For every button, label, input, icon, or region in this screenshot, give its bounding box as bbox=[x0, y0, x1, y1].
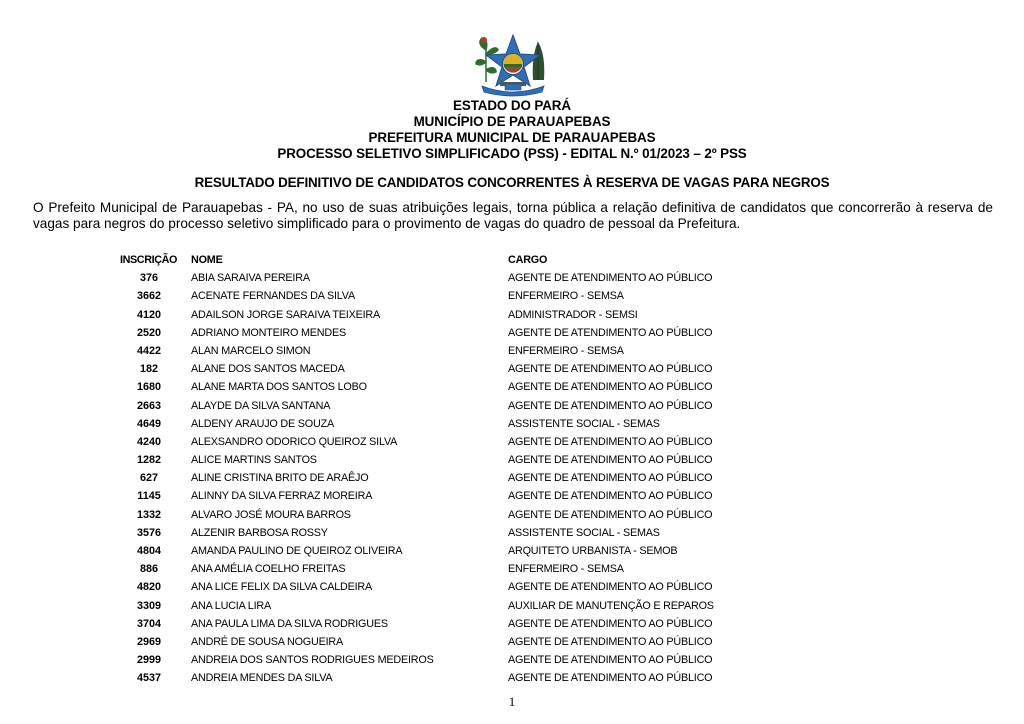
table-row bbox=[118, 378, 818, 396]
table-row bbox=[118, 269, 818, 287]
cell-inscricao: 886 bbox=[139, 563, 158, 576]
cell-cargo: ENFERMEIRO - SEMSA bbox=[508, 563, 624, 576]
table-row bbox=[118, 506, 818, 524]
table-row bbox=[118, 597, 818, 615]
cell-nome: ALANE MARTA DOS SANTOS LOBO bbox=[191, 381, 367, 394]
table-row bbox=[118, 669, 818, 687]
cell-nome: ALINNY DA SILVA FERRAZ MOREIRA bbox=[191, 490, 373, 503]
cell-nome: ADRIANO MONTEIRO MENDES bbox=[191, 326, 346, 339]
cell-nome: ALEXSANDRO ODORICO QUEIROZ SILVA bbox=[191, 435, 398, 448]
cell-nome: ANA PAULA LIMA DA SILVA RODRIGUES bbox=[191, 617, 388, 630]
column-header-nome: NOME bbox=[191, 254, 223, 266]
table-row bbox=[118, 342, 818, 360]
cell-cargo: AGENTE DE ATENDIMENTO AO PÚBLICO bbox=[508, 326, 713, 339]
cell-cargo: AGENTE DE ATENDIMENTO AO PÚBLICO bbox=[508, 399, 713, 412]
header-state: ESTADO DO PARÁ bbox=[453, 98, 571, 113]
cell-inscricao: 4422 bbox=[136, 344, 162, 357]
cell-cargo: AGENTE DE ATENDIMENTO AO PÚBLICO bbox=[508, 472, 713, 485]
cell-inscricao: 2663 bbox=[136, 399, 162, 412]
cell-cargo: AGENTE DE ATENDIMENTO AO PÚBLICO bbox=[508, 581, 713, 594]
cell-cargo: AGENTE DE ATENDIMENTO AO PÚBLICO bbox=[508, 508, 713, 521]
cell-nome: ALICE MARTINS SANTOS bbox=[191, 454, 317, 467]
table-row bbox=[118, 469, 818, 487]
table-row bbox=[118, 524, 818, 542]
table-row bbox=[118, 397, 818, 415]
cell-nome: ANDREIA DOS SANTOS RODRIGUES MEDEIROS bbox=[191, 654, 434, 667]
page-number: 1 bbox=[508, 694, 516, 709]
header-process: PROCESSO SELETIVO SIMPLIFICADO (PSS) - EDITAL N.º 01/2023 – 2º PSS bbox=[277, 146, 747, 161]
table-row bbox=[118, 433, 818, 451]
cell-nome: ANA LUCIA LIRA bbox=[191, 599, 272, 612]
cell-cargo: ENFERMEIRO - SEMSA bbox=[508, 290, 624, 303]
cell-nome: AMANDA PAULINO DE QUEIROZ OLIVEIRA bbox=[191, 545, 403, 557]
cell-nome: ANA LICE FELIX DA SILVA CALDEIRA bbox=[191, 581, 373, 594]
municipal-coat-of-arms-icon bbox=[472, 34, 554, 98]
cell-cargo: AGENTE DE ATENDIMENTO AO PÚBLICO bbox=[508, 672, 713, 685]
cell-inscricao: 1332 bbox=[136, 508, 162, 521]
cell-inscricao: 4820 bbox=[136, 581, 162, 594]
cell-cargo: AGENTE DE ATENDIMENTO AO PÚBLICO bbox=[508, 635, 713, 648]
cell-nome: ANDRÉ DE SOUSA NOGUEIRA bbox=[191, 635, 343, 648]
table-row bbox=[118, 578, 818, 596]
candidates-table bbox=[118, 251, 818, 688]
cell-inscricao: 1145 bbox=[137, 490, 161, 503]
cell-nome: ALAYDE DA SILVA SANTANA bbox=[191, 399, 331, 412]
cell-cargo: ASSISTENTE SOCIAL - SEMAS bbox=[508, 526, 660, 539]
cell-inscricao: 2999 bbox=[136, 654, 162, 667]
header-prefecture: PREFEITURA MUNICIPAL DE PARAUAPEBAS bbox=[368, 130, 656, 145]
cell-cargo: AGENTE DE ATENDIMENTO AO PÚBLICO bbox=[508, 490, 713, 503]
cell-cargo: ADMINISTRADOR - SEMSI bbox=[508, 308, 638, 321]
cell-cargo: ASSISTENTE SOCIAL - SEMAS bbox=[508, 417, 660, 430]
header-municipality: MUNICÍPIO DE PARAUAPEBAS bbox=[413, 114, 611, 129]
table-row bbox=[118, 615, 818, 633]
table-header-row bbox=[118, 251, 818, 269]
cell-nome: ABIA SARAIVA PEREIRA bbox=[191, 272, 310, 285]
cell-inscricao: 3662 bbox=[136, 290, 162, 303]
document-title: RESULTADO DEFINITIVO DE CANDIDATOS CONCORRENTES À RESERVA DE VAGAS PARA NEGROS bbox=[194, 175, 830, 190]
table-row bbox=[118, 324, 818, 342]
cell-inscricao: 2969 bbox=[136, 635, 162, 648]
table-row bbox=[118, 451, 818, 469]
cell-cargo: AUXILIAR DE MANUTENÇÃO E REPAROS bbox=[508, 599, 714, 612]
cell-nome: ALDENY ARAUJO DE SOUZA bbox=[191, 417, 334, 430]
intro-paragraph: O Prefeito Municipal de Parauapebas - PA, no uso de suas atribuições legais, torna pública a relação definitiva de candidatos que concorrerão à reserva de vagas para negros do processo seletivo simplificado para o provimento de vagas do quadro de pessoal da Prefeitura. bbox=[33, 200, 993, 231]
cell-nome: ALANE DOS SANTOS MACEDA bbox=[191, 363, 345, 376]
cell-nome: ALZENIR BARBOSA ROSSY bbox=[191, 526, 328, 539]
cell-nome: ANDREIA MENDES DA SILVA bbox=[191, 672, 333, 685]
cell-inscricao: 1282 bbox=[136, 454, 162, 467]
cell-cargo: ENFERMEIRO - SEMSA bbox=[508, 344, 624, 357]
cell-cargo: AGENTE DE ATENDIMENTO AO PÚBLICO bbox=[508, 654, 713, 667]
table-row bbox=[118, 542, 818, 560]
cell-inscricao: 4240 bbox=[136, 435, 162, 448]
cell-inscricao: 3309 bbox=[136, 599, 162, 612]
table-row bbox=[118, 651, 818, 669]
table-row bbox=[118, 633, 818, 651]
cell-nome: ANA AMÉLIA COELHO FREITAS bbox=[191, 563, 346, 576]
cell-inscricao: 4804 bbox=[136, 545, 162, 557]
cell-cargo: AGENTE DE ATENDIMENTO AO PÚBLICO bbox=[508, 454, 713, 467]
column-header-inscricao: INSCRIÇÃO bbox=[120, 254, 177, 266]
cell-inscricao: 4537 bbox=[136, 672, 162, 685]
column-header-cargo: CARGO bbox=[508, 254, 548, 266]
document-header bbox=[0, 98, 1024, 162]
cell-cargo: ARQUITETO URBANISTA - SEMOB bbox=[508, 545, 678, 557]
cell-inscricao: 1680 bbox=[136, 381, 162, 394]
cell-nome: ACENATE FERNANDES DA SILVA bbox=[191, 290, 355, 303]
cell-inscricao: 4120 bbox=[136, 308, 162, 321]
table-row bbox=[118, 360, 818, 378]
cell-cargo: AGENTE DE ATENDIMENTO AO PÚBLICO bbox=[508, 363, 713, 376]
table-row bbox=[118, 415, 818, 433]
cell-nome: ALINE CRISTINA BRITO DE ARAÊJO bbox=[191, 472, 369, 485]
cell-inscricao: 376 bbox=[139, 272, 158, 285]
cell-inscricao: 627 bbox=[139, 472, 158, 485]
cell-inscricao: 3704 bbox=[136, 617, 162, 630]
cell-nome: ALAN MARCELO SIMON bbox=[191, 344, 311, 357]
table-row bbox=[118, 306, 818, 324]
cell-cargo: AGENTE DE ATENDIMENTO AO PÚBLICO bbox=[508, 617, 713, 630]
cell-inscricao: 4649 bbox=[136, 417, 162, 430]
cell-cargo: AGENTE DE ATENDIMENTO AO PÚBLICO bbox=[508, 435, 713, 448]
table-row bbox=[118, 487, 818, 505]
cell-nome: ADAILSON JORGE SARAIVA TEIXEIRA bbox=[191, 308, 381, 321]
cell-inscricao: 182 bbox=[139, 363, 158, 376]
table-row bbox=[118, 560, 818, 578]
cell-cargo: AGENTE DE ATENDIMENTO AO PÚBLICO bbox=[508, 272, 713, 285]
cell-inscricao: 3576 bbox=[136, 526, 162, 539]
cell-cargo: AGENTE DE ATENDIMENTO AO PÚBLICO bbox=[508, 381, 713, 394]
table-row bbox=[118, 287, 818, 305]
cell-nome: ALVARO JOSÉ MOURA BARROS bbox=[191, 508, 351, 521]
cell-inscricao: 2520 bbox=[136, 326, 162, 339]
